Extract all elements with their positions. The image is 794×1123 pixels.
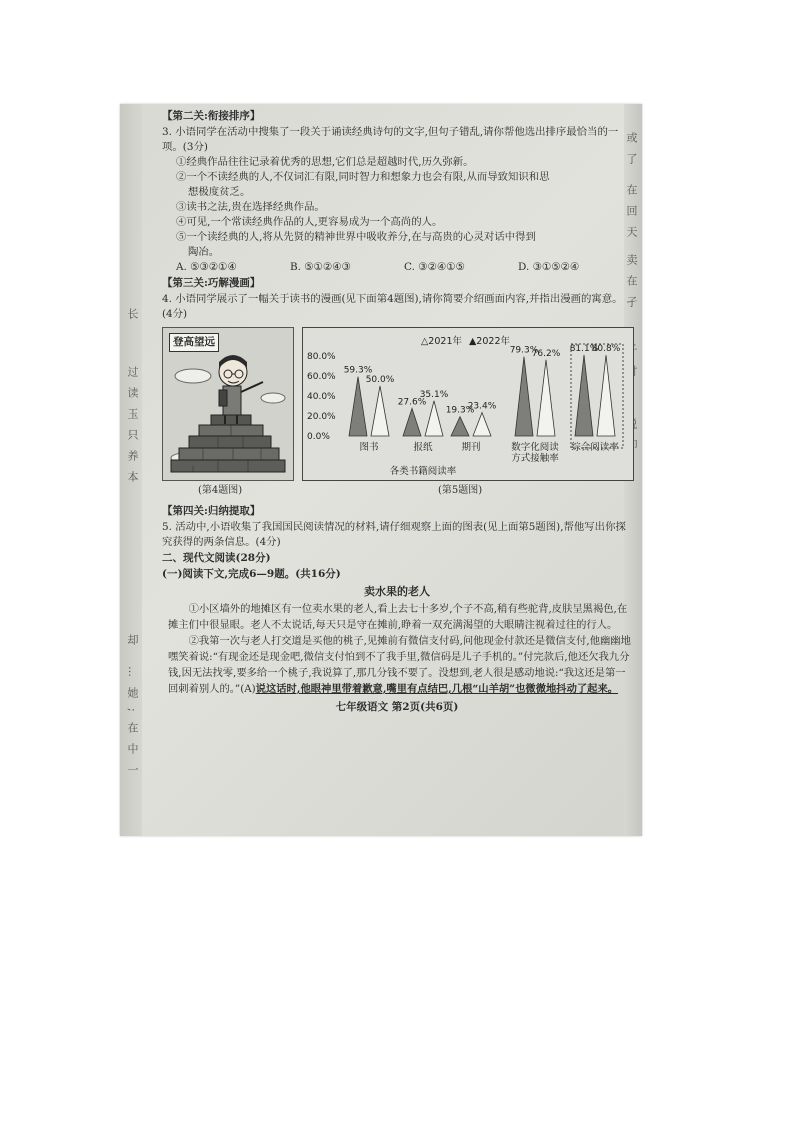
triangle-bar-2021年: [403, 408, 421, 436]
data-label: 23.4%: [467, 401, 497, 412]
triangle-bar-2021年: [515, 357, 533, 436]
legend-2022: ▲2022年: [469, 336, 510, 347]
data-label: 59.3%: [343, 365, 373, 376]
triangle-bar-2022年: [537, 360, 555, 436]
y-tick-label: 20.0%: [307, 412, 336, 422]
triangle-bar-2022年: [473, 413, 491, 436]
q3-item-5: ⑤一个读经典的人,将从先贤的精神世界中吸收养分,在与高贵的心灵对话中得到: [176, 231, 536, 243]
q3-choices: [162, 260, 632, 275]
part2-subheading: (一)阅读下文,完成6—9题。(共16分): [162, 568, 341, 580]
q3-item-4: ④可见,一个常读经典作品的人,更容易成为一个高尚的人。: [176, 216, 443, 228]
article-title: 卖水果的老人: [364, 585, 430, 598]
data-label: 27.6%: [397, 397, 427, 408]
data-label: 35.1%: [419, 389, 449, 400]
bleed-right-2: 在回天: [625, 184, 638, 247]
article-paragraph-2: [162, 633, 632, 697]
triangle-bar-2022年: [371, 386, 389, 436]
y-tick-label: 60.0%: [307, 372, 336, 382]
category-label: 方式接触率: [511, 453, 559, 464]
data-label: 19.3%: [445, 405, 475, 416]
question-5: 5. 活动中,小语收集了我国国民阅读情况的材料,请仔细观察上面的图表(见上面第5题图),帮他写出你探究获得的两条信息。(4分): [162, 521, 626, 548]
bleed-right-1: 或了: [625, 132, 638, 174]
data-label: 80.8%: [591, 344, 621, 355]
category-label: 期刊: [461, 442, 481, 453]
bleed-left-2: 过读玉只养本: [126, 366, 139, 492]
reading-rate-chart: [302, 327, 634, 481]
question-4: 4. 小语同学展示了一幅关于读书的漫画(见下面第4题图),请你简要介绍画面内容,并指出漫画的寓意。(4分): [162, 293, 623, 320]
choice-d: D. ③①⑤②④: [518, 261, 580, 273]
underlined-sentence-a: 说这话时,他眼神里带着歉意,嘴里有点结巴,几根“山羊胡”也微微地抖动了起来。: [255, 683, 619, 695]
data-label: 76.2%: [531, 348, 561, 359]
triangle-bar-2021年: [451, 417, 469, 436]
bleed-right-3: 卖在孑: [625, 254, 638, 317]
data-label: 50.0%: [365, 375, 395, 385]
category-label: 图书: [359, 442, 379, 453]
figure5-caption: (第5题图): [438, 485, 483, 496]
q3-item-1: ①经典作品往往记录着优秀的思想,它们总是超越时代,历久弥新。: [176, 156, 474, 168]
question-3: 3. 小语同学在活动中搜集了一段关于诵读经典诗句的文字,但句子错乱,请你帮他选出排序最恰当的一项。(3分): [162, 126, 619, 153]
category-label: 综合阅读率: [571, 442, 619, 453]
figure4-caption: (第4题图): [198, 485, 243, 496]
choice-b: B. ⑤①②④③: [290, 261, 351, 273]
bleed-left-3: 却: [126, 634, 139, 655]
data-label: 81.1%: [569, 343, 599, 354]
bleed-left-1: 长: [126, 308, 139, 329]
section4-heading: 【第四关:归纳提取】: [162, 505, 261, 517]
part2-heading: 二、现代文阅读(28分): [162, 552, 271, 564]
q3-item-5-cont: 陶冶。: [188, 246, 220, 258]
y-tick-label: 80.0%: [307, 352, 336, 362]
section2-heading: 【第二关:衔接排序】: [162, 110, 261, 122]
bleed-left-4: …她;在中一: [126, 666, 139, 785]
scanned-page-photo: [120, 104, 642, 836]
reading-cartoon: [162, 327, 294, 481]
q3-item-2: ②一个不读经典的人,不仅词汇有限,同时智力和想象力也会有限,从而导致知识和思: [176, 171, 550, 183]
y-tick-label: 0.0%: [307, 432, 330, 442]
choice-a: A. ⑤③②①④: [176, 261, 237, 273]
figure-row: [162, 325, 632, 503]
choice-c: C. ③②④①⑤: [404, 261, 465, 273]
x-axis-label: 各类书籍阅读率: [389, 466, 457, 477]
category-label: 数字化阅读: [511, 442, 559, 453]
page-content: [162, 108, 632, 715]
page-footer: 七年级语文 第2页(共6页): [335, 701, 459, 713]
triangle-bar-2021年: [575, 355, 593, 436]
chart-svg: [303, 328, 633, 480]
triangle-bar-2022年: [597, 355, 615, 436]
paragraph-2-text: ②我第一次与老人打交道是买他的桃子,见摊前有微信支付码,问他现金付款还是微信支付,他幽幽地嘿笑着说:“有现金还是现金吧,微信支付怕到不了我手里,微信码是儿子手机的。”付完款后,他还欠我九分钱,因无法找零,要多给一个桃子,我说算了,那几分钱不要了。没想到,老人很是感动地说:“我这还是第一回刺着别人的。”(A): [168, 635, 631, 695]
triangle-bar-2021年: [349, 377, 367, 436]
q3-item-3: ③读书之法,贵在选择经典作品。: [176, 201, 325, 213]
y-tick-label: 40.0%: [307, 392, 336, 402]
triangle-bar-2022年: [425, 401, 443, 436]
data-label: 79.3%: [509, 345, 539, 356]
article-paragraph-1: ①小区墙外的地摊区有一位卖水果的老人,看上去七十多岁,个子不高,稍有些驼背,皮肤呈黑褐色,在摊主们中很显眼。老人不太说话,每天只是守在摊前,睁着一双充满渴望的大眼睛注视着过往的行人。: [168, 603, 628, 631]
section3-heading: 【第三关:巧解漫画】: [162, 277, 261, 289]
cartoon-label: 登高望远: [169, 333, 219, 352]
legend-2021: △2021年: [421, 336, 462, 347]
category-label: 报纸: [413, 442, 433, 453]
q3-item-2-cont: 想极度贫乏。: [188, 186, 251, 198]
